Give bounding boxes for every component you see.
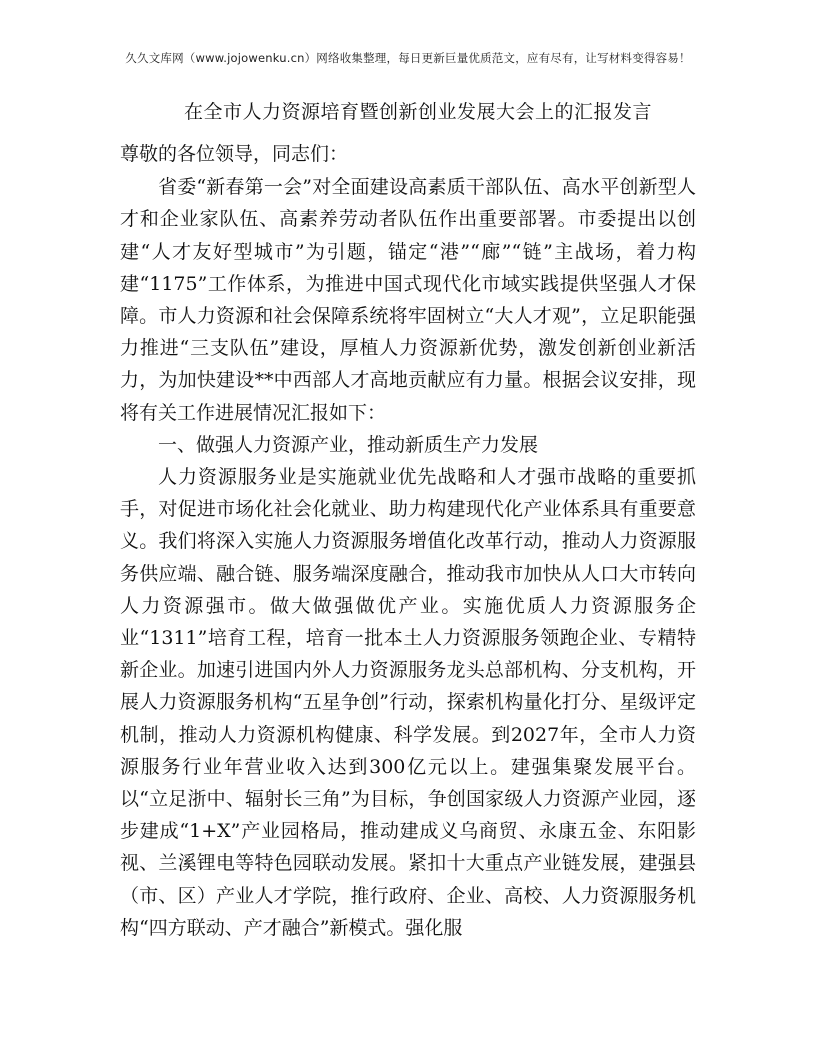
paragraph-section-1: 人力资源服务业是实施就业优先战略和人才强市战略的重要抓手，对促进市场化社会化就业、助力构建现代化产业体系具有重要意义。我们将深入实施人力资源服务增值化改革行动，推动人力资源服务供应端、融合链、服务端深度融合，推动我市加快从人口大市转向人力资源强市。做大做强做优产业。实施优质人力资源服务企业“1311”培育工程，培育一批本土人力资源服务领跑企业、专精特新企业。加速引进国内外人力资源服务龙头总部机构、分支机构，开展人力资源服务机构“五星争创”行动，探索机构量化打分、星级评定机制，推动人力资源机构健康、科学发展。到2027年，全市人力资源服务行业年营业收入达到300亿元以上。建强集聚发展平台。以“立足浙中、辐射长三角”为目标，争创国家级人力资源产业园，逐步建成“1+X”产业园格局，推动建成义乌商贸、永康五金、东阳影视、兰溪锂电等特色园联动发展。紧扣十大重点产业链发展，建强县（市、区）产业人才学院，推行政府、企业、高校、人力资源服务机构“四方联动、产才融合”新模式。强化服 xyxy=(120,466,696,939)
document-title: 在全市人力资源培育暨创新创业发展大会上的汇报发言 xyxy=(183,101,652,123)
salutation: 尊敬的各位领导，同志们： xyxy=(120,143,349,165)
section-heading-1: 一、做强人力资源产业，推动新质生产力发展 xyxy=(158,433,539,456)
paragraph-intro: 省委“新春第一会”对全面建设高素质干部队伍、高水平创新型人才和企业家队伍、高素养劳动者队伍作出重要部署。市委提出以创建“人才友好型城市”为引题，锚定“港”“廊”“链”主战场，着力构建“1175”工作体系，为推进中国式现代化市域实践提供坚强人才保障。市人力资源和社会保障系统将牢固树立“大人才观”，立足职能强力推进“三支队伍”建设，厚植人力资源新优势，激发创新创业新活力，为加快建设**中西部人才高地贡献应有力量。根据会议安排，现将有关工作进展情况汇报如下： xyxy=(120,176,696,424)
document-body xyxy=(120,138,696,944)
source-watermark-note: 久久文库网（www.jojowenku.cn）网络收集整理，每日更新巨量优质范文，应有尽有，让写材料变得容易！ xyxy=(125,51,691,65)
